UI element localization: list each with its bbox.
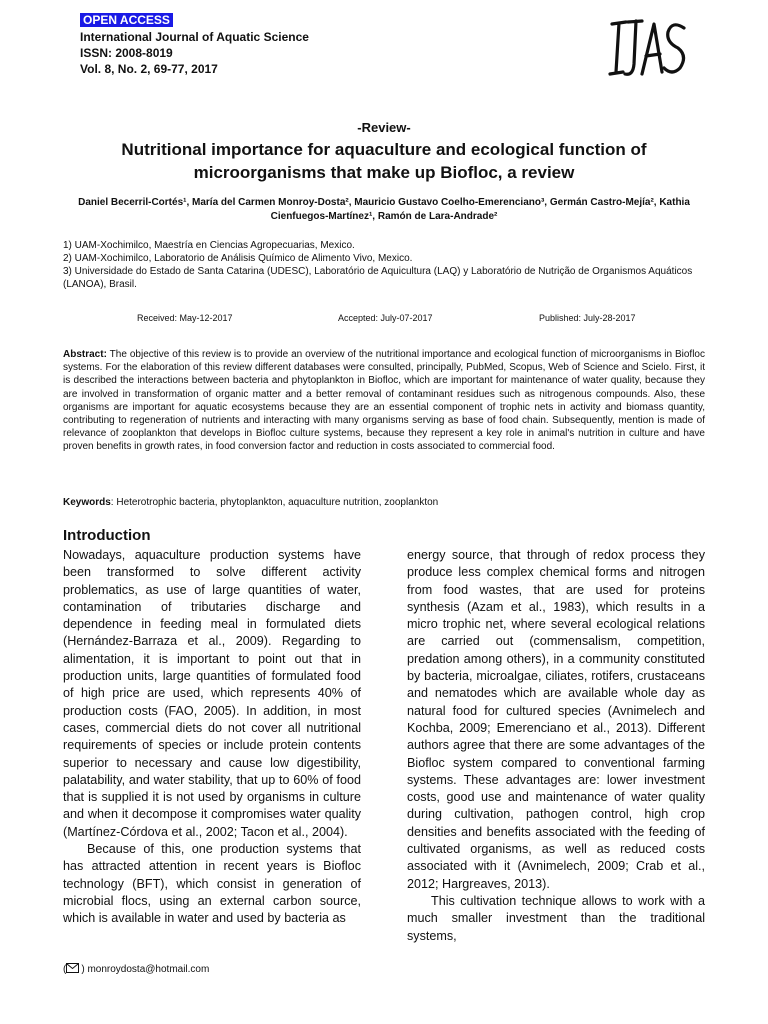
open-access-badge: OPEN ACCESS — [80, 13, 173, 27]
article-type: -Review- — [357, 120, 411, 135]
paragraph: This cultivation technique allows to work with a much smaller investment than the traditional systems, — [407, 893, 705, 943]
published-date: Published: July-28-2017 — [539, 313, 636, 323]
journal-logo — [606, 14, 690, 89]
article-title: Nutritional importance for aquaculture and ecological function of microorganisms that make up Biofloc, a review — [121, 140, 647, 182]
affiliation-2: 2) UAM-Xochimilco, Laboratorio de Análisis Químico de Alimento Vivo, Mexico. — [63, 253, 413, 264]
abstract — [63, 348, 705, 454]
journal-header — [80, 11, 309, 77]
corresponding-email: ( ) monroydosta@hotmail.com — [63, 964, 210, 975]
affiliation-3: 3) Universidade do Estado de Santa Catarina (UDESC), Laboratório de Aquicultura (LAQ) y Laboratório de Nutrição de Organismos Aquáticos (LANOA), Brasil. — [63, 266, 693, 290]
received-date: Received: May-12-2017 — [137, 313, 233, 323]
author-list: Daniel Becerril-Cortés¹, María del Carmen Monroy-Dosta², Mauricio Gustavo Coelho-Emerenciano³, Germán Castro-Mejía², Kathia Cienfuegos-Martínez¹, Ramón de Lara-Andrade² — [78, 197, 690, 222]
keywords-label: Keywords — [63, 497, 111, 508]
email-address[interactable]: monroydosta@hotmail.com — [87, 964, 210, 975]
volume-info: Vol. 8, No. 2, 69-77, 2017 — [80, 62, 218, 76]
affiliation-1: 1) UAM-Xochimilco, Maestría en Ciencias Agropecuarias, Mexico. — [63, 240, 355, 251]
paragraph: energy source, that through of redox process they produce less complex chemical forms and nitrogen from food wastes, that are used for proteins synthesis (Azam et al., 1983), which results in a micro trophic net, where several ecological relations are carried out (commensalism, competition, predation among others), in a community constituted by bacteria, microalgae, ciliates, rotifers, crustaceans and nematodes which are available whole day as natural food for cultured species (Avnimelech and Kochba, 2009; Emerenciano et al., 2013). Different authors agree that there are some advantages of the Biofloc system compared to conventional farming systems. These advantages are: lower investment costs, good use and maintenance of water quality during cultivation, pathogen control, high crop densities and benefits associated with the feeding of cultivated organisms, as well as reduced costs associated with it (Avnimelech, 2009; Crab et al., 2012; Hargreaves, 2013). — [407, 548, 705, 891]
affiliations — [63, 239, 708, 291]
body-column-left — [63, 547, 361, 928]
ijas-logo-icon — [606, 14, 690, 84]
abstract-text: The objective of this review is to provide an overview of the nutritional importance and ecological function of microorganisms in Biofloc systems. For the elaboration of this review different databases were consulted, principally, PubMed, Scopus, Web of Science and Scielo. First, it is described the interactions between bacteria and phytoplankton in Biofloc, which are important for maintenance of water quality, because they are involved in transformation of organic matter and a better removal of contaminant residues such as nitrogenous compounds. Also, these organisms are important for aquatic ecosystems because they are an essential component of trophic nets in activity and biomass quantity, contributing to regeneration of nutrients and interacting with many organisms serving as base of food chain. Subsequently, mention is made of relevance of zooplankton that develops in Biofloc culture systems, because they represent a key role in animal's nutrition in culture and have proven benefits in growth rates, in food conversion factor and reduction in costs associated to commercial food. — [63, 349, 705, 453]
envelope-icon — [66, 963, 79, 973]
keywords — [63, 497, 705, 508]
journal-name: International Journal of Aquatic Science — [80, 30, 309, 44]
section-heading: Introduction — [63, 527, 151, 544]
paragraph: Nowadays, aquaculture production systems have been transformed to solve different activity problematics, as use of large quantities of water, contamination of tributaries discharge and dependence in feeding meal in formulated diets (Hernández-Barraza et al., 2009). Regarding to alimentation, it is important to point out that in production units, large quantities of formulated food of high price are used, which represents 40% of production costs (FAO, 2005). In addition, in most cases, commercial diets do not cover all nutritional requirements of species or include protein contents superior to necessary and cause low digestibility, palatability, and water stability, that up to 60% of food that is supplied it is not used by organisms in culture and when it decompose it compromises water quality (Martínez-Córdova et al., 2002; Tacon et al., 2004). — [63, 548, 361, 839]
accepted-date: Accepted: July-07-2017 — [338, 313, 433, 323]
issn: ISSN: 2008-8019 — [80, 46, 173, 60]
paragraph: Because of this, one production systems that has attracted attention in recent years is Biofloc technology (BFT), which consist in generation of microbial flocs, using an external carbon source, which is available in water and used by bacteria as — [63, 842, 361, 926]
abstract-label: Abstract: — [63, 349, 107, 360]
body-column-right — [407, 547, 705, 945]
keywords-text: : Heterotrophic bacteria, phytoplankton, aquaculture nutrition, zooplankton — [110, 497, 439, 508]
